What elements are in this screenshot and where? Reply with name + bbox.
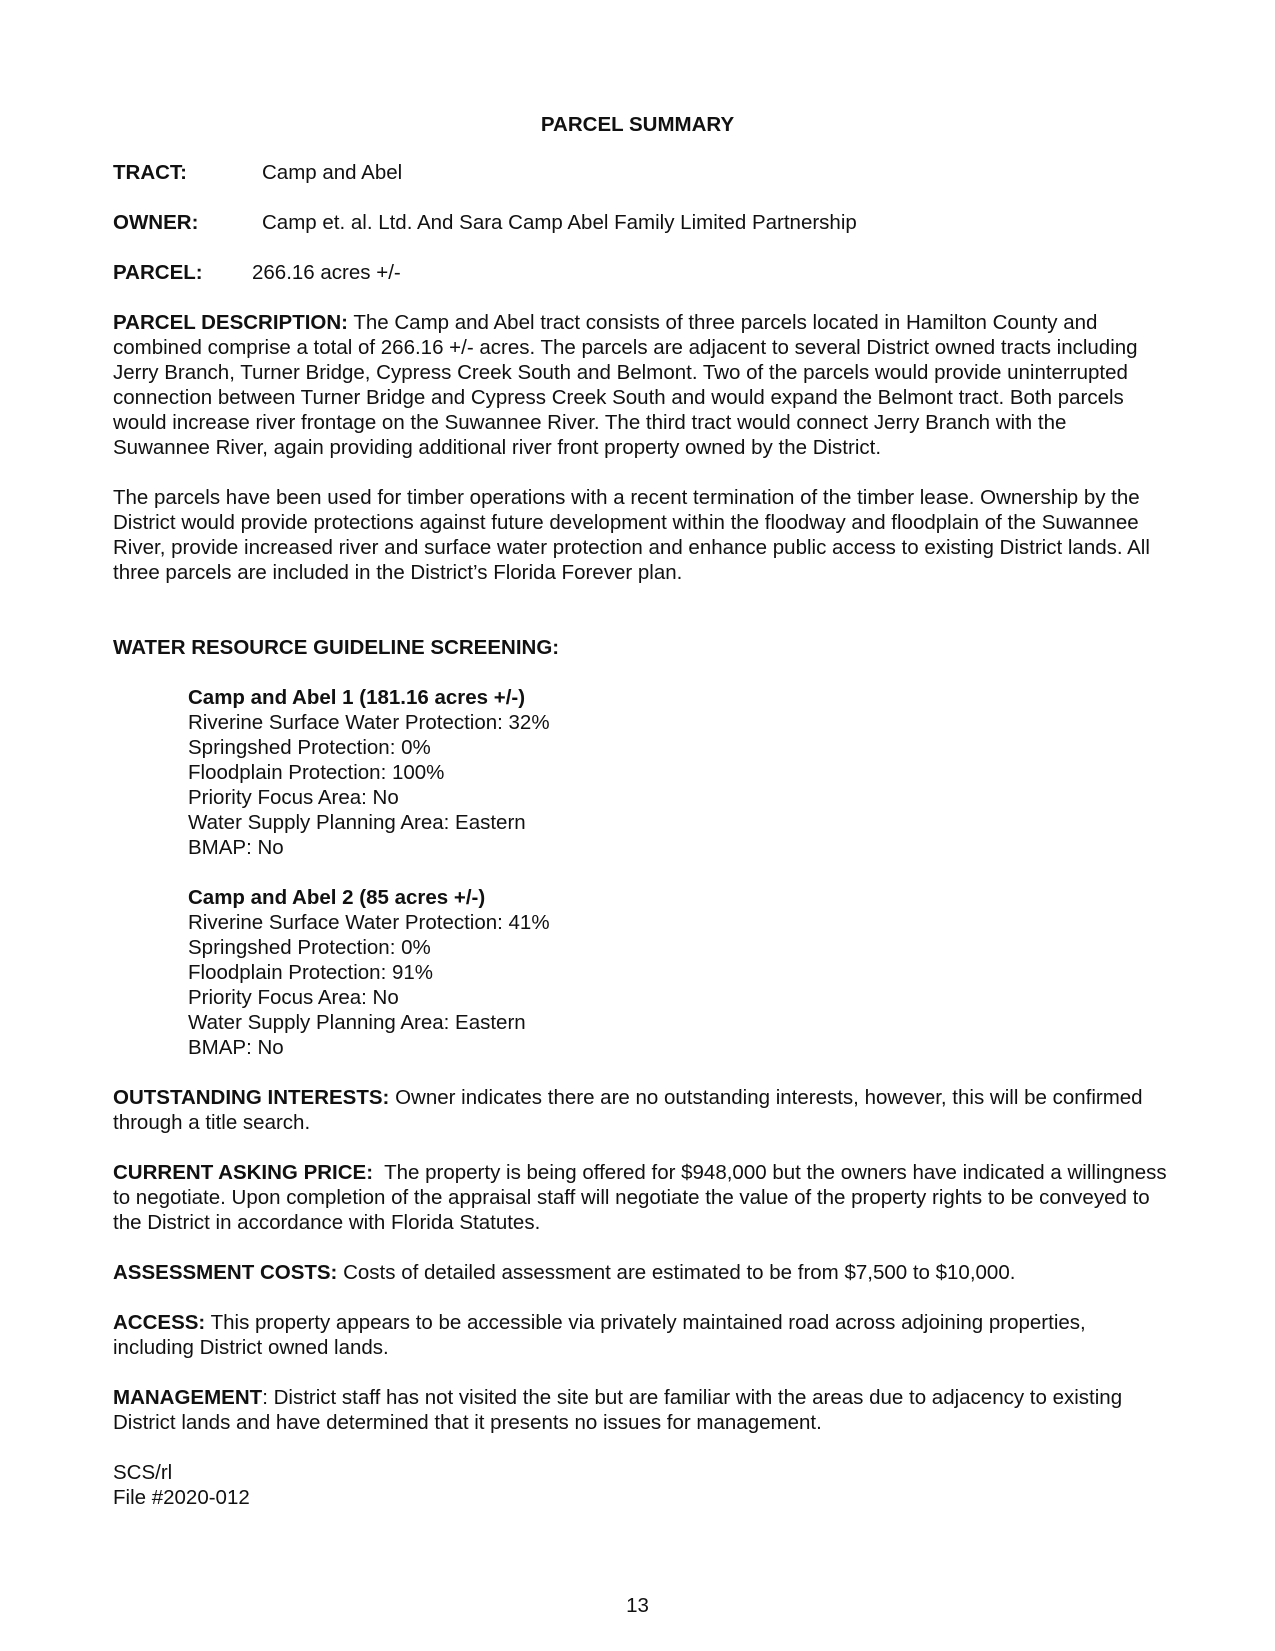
tract-row bbox=[113, 160, 187, 185]
assessment-costs-text: Costs of detailed assessment are estimated to be from $7,500 to $10,000. bbox=[343, 1261, 1016, 1284]
parcel-row bbox=[113, 260, 203, 285]
screening-parcel-1-title: Camp and Abel 1 (181.16 acres +/-) bbox=[188, 686, 526, 709]
parcel-description-label: PARCEL DESCRIPTION: bbox=[113, 311, 349, 334]
screening-line: Priority Focus Area: No bbox=[188, 786, 399, 809]
screening-line: BMAP: No bbox=[188, 836, 284, 859]
asking-price bbox=[113, 1160, 1168, 1235]
parcel-description-continued bbox=[113, 485, 1168, 585]
access-label: ACCESS: bbox=[113, 1311, 206, 1334]
screening-line: BMAP: No bbox=[188, 1036, 284, 1059]
outstanding-interests-text: Owner indicates there are no outstanding interests, however, this will be confirmed through a title search. bbox=[113, 1086, 1143, 1134]
management bbox=[113, 1385, 1168, 1435]
water-screening-heading: WATER RESOURCE GUIDELINE SCREENING: bbox=[113, 636, 560, 659]
screening-line: Floodplain Protection: 91% bbox=[188, 961, 434, 984]
outstanding-interests bbox=[113, 1085, 1168, 1135]
access bbox=[113, 1310, 1168, 1360]
screening-line: Springshed Protection: 0% bbox=[188, 936, 431, 959]
screening-line: Riverine Surface Water Protection: 41% bbox=[188, 911, 550, 934]
owner-label: OWNER: bbox=[113, 211, 199, 234]
parcel-description bbox=[113, 310, 1168, 460]
parcel-label: PARCEL: bbox=[113, 261, 203, 284]
outstanding-interests-label: OUTSTANDING INTERESTS: bbox=[113, 1086, 390, 1109]
parcel-description-text-2: The parcels have been used for timber operations with a recent termination of the timber lease. Ownership by the District would provide protections against future development within the floodway and floodplain of the Suwannee River, provide increased river and surface water protection and enhance public access to existing District lands. All three parcels are included in the District’s Florida Forever plan. bbox=[113, 486, 1150, 584]
initials: SCS/rl bbox=[113, 1461, 173, 1484]
asking-price-text: The property is being offered for $948,000 but the owners have indicated a willingness to negotiate. Upon completion of the appraisal staff will negotiate the value of the property rights to be conveyed to the District in accordance with Florida Statutes. bbox=[113, 1161, 1167, 1234]
owner-value: Camp et. al. Ltd. And Sara Camp Abel Family Limited Partnership bbox=[262, 211, 857, 234]
screening-line: Water Supply Planning Area: Eastern bbox=[188, 1011, 526, 1034]
management-text: : District staff has not visited the site but are familiar with the areas due to adjacency to existing District lands and have determined that it presents no issues for management. bbox=[113, 1386, 1123, 1434]
page-title: PARCEL SUMMARY bbox=[540, 113, 735, 136]
management-label: MANAGEMENT bbox=[113, 1386, 263, 1409]
screening-line: Priority Focus Area: No bbox=[188, 986, 399, 1009]
assessment-costs bbox=[113, 1260, 1168, 1285]
screening-parcel-2-title: Camp and Abel 2 (85 acres +/-) bbox=[188, 886, 486, 909]
screening-line: Water Supply Planning Area: Eastern bbox=[188, 811, 526, 834]
screening-line: Riverine Surface Water Protection: 32% bbox=[188, 711, 550, 734]
screening-parcel-1 bbox=[188, 685, 888, 860]
page-number: 13 bbox=[626, 1594, 649, 1617]
assessment-costs-label: ASSESSMENT COSTS: bbox=[113, 1261, 338, 1284]
screening-line: Springshed Protection: 0% bbox=[188, 736, 431, 759]
footer bbox=[113, 1460, 250, 1510]
screening-line: Floodplain Protection: 100% bbox=[188, 761, 445, 784]
tract-value: Camp and Abel bbox=[262, 161, 403, 184]
tract-label: TRACT: bbox=[113, 161, 188, 184]
access-text: This property appears to be accessible via privately maintained road across adjoining properties, including District owned lands. bbox=[113, 1311, 1086, 1359]
asking-price-label: CURRENT ASKING PRICE: bbox=[113, 1161, 374, 1184]
parcel-value: 266.16 acres +/- bbox=[252, 261, 401, 284]
screening-parcel-2 bbox=[188, 885, 888, 1060]
parcel-description-text: The Camp and Abel tract consists of three parcels located in Hamilton County and combined comprise a total of 266.16 +/- acres. The parcels are adjacent to several District owned tracts including Jerry Branch, Turner Bridge, Cypress Creek South and Belmont. Two of the parcels would provide uninterrupted connection between Turner Bridge and Cypress Creek South and would expand the Belmont tract. Both parcels would increase river frontage on the Suwannee River. The third tract would connect Jerry Branch with the Suwannee River, again providing additional river front property owned by the District. bbox=[113, 311, 1138, 459]
owner-row bbox=[113, 210, 198, 235]
file-number: File #2020-012 bbox=[113, 1486, 250, 1509]
